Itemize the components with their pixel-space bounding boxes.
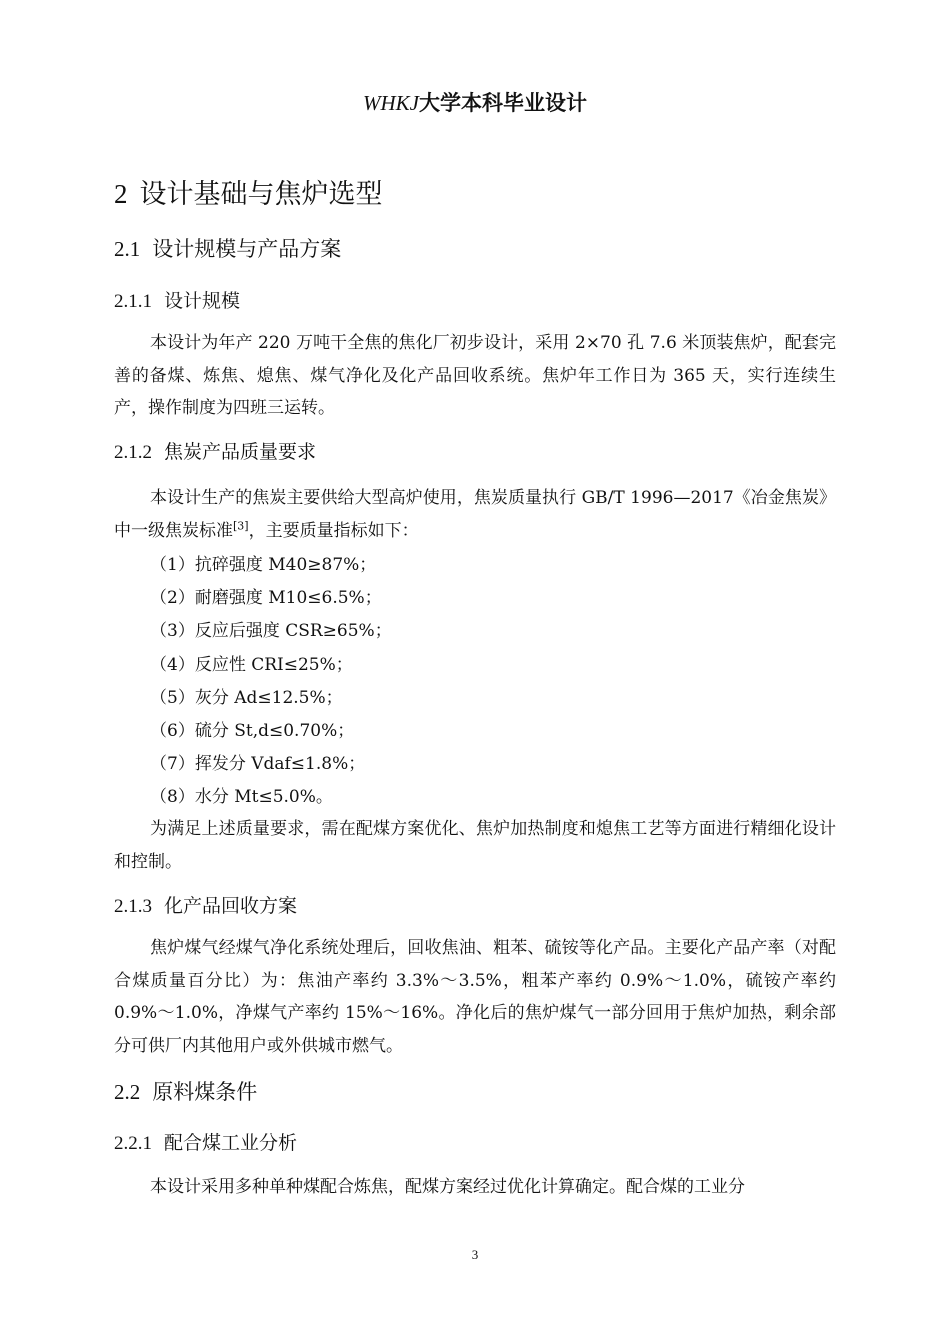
section-number: 2.1.2 bbox=[114, 442, 152, 463]
chapter-title bbox=[114, 174, 383, 215]
list-item: （8）水分 Mt≤5.0%。 bbox=[150, 787, 333, 808]
coke-quality-paragraph bbox=[114, 482, 836, 547]
section-2-1-2-heading bbox=[114, 437, 316, 468]
section-title: 原料煤条件 bbox=[152, 1080, 258, 1104]
quality-closing-paragraph: 为满足上述质量要求，需在配煤方案优化、焦炉加热制度和熄焦工艺等方面进行精细化设计和控制。 bbox=[114, 819, 836, 872]
list-item: （7）挥发分 Vdaf≤1.8%； bbox=[150, 754, 366, 775]
section-title: 设计规模 bbox=[164, 290, 241, 312]
section-number: 2.2 bbox=[114, 1080, 141, 1104]
running-header bbox=[0, 88, 950, 118]
section-2-2-heading bbox=[114, 1076, 257, 1108]
section-2-1-1-heading bbox=[114, 286, 240, 317]
list-item: （2）耐磨强度 M10≤6.5%； bbox=[150, 588, 382, 609]
quality-index-list bbox=[114, 549, 836, 815]
byproduct-recovery-paragraph: 焦炉煤气经煤气净化系统处理后，回收焦油、粗苯、硫铵等化产品。主要化产品产率（对配合煤质量百分比）为：焦油产率约 3.3%～3.5%，粗苯产率约 0.9%～1.0%，硫铵产率约 0.9%～1.0%，净煤气产率约 15%～16%。净化后的焦炉煤气一部分回用于焦炉加热，剩余部分可供厂内其他用户或外供城市燃气。 bbox=[114, 938, 836, 1056]
section-2-1-heading bbox=[114, 233, 341, 265]
running-header-text: 大学本科毕业设计 bbox=[419, 90, 587, 115]
list-item: （1）抗碎强度 M40≥87%； bbox=[150, 555, 377, 575]
chapter-number: 2 bbox=[114, 179, 128, 209]
reference-marker: [3] bbox=[233, 518, 249, 532]
list-item: （4）反应性 CRI≤25%； bbox=[150, 654, 353, 675]
section-title: 焦炭产品质量要求 bbox=[164, 441, 317, 463]
running-header-latin: WHKJ bbox=[363, 91, 419, 115]
section-title: 配合煤工业分析 bbox=[164, 1132, 298, 1154]
coke-quality-text: 本设计生产的焦炭主要供给大型高炉使用，焦炭质量执行 GB/T 1996—2017《冶金焦炭》中一级焦炭标准 bbox=[114, 488, 836, 541]
section-number: 2.2.1 bbox=[114, 1133, 152, 1154]
coke-quality-text-end: ，主要质量指标如下： bbox=[248, 520, 419, 541]
chapter-title-text: 设计基础与焦炉选型 bbox=[139, 179, 383, 210]
list-item: （3）反应后强度 CSR≥65%； bbox=[150, 621, 392, 642]
section-title: 设计规模与产品方案 bbox=[152, 237, 342, 261]
list-item: （6）硫分 St,d≤0.70%； bbox=[150, 721, 355, 742]
section-number: 2.1.1 bbox=[114, 291, 152, 312]
page-number: 3 bbox=[471, 1247, 479, 1262]
coal-analysis-paragraph: 本设计采用多种单种煤配合炼焦，配煤方案经过优化计算确定。配合煤的工业分 bbox=[150, 1177, 745, 1197]
section-title: 化产品回收方案 bbox=[164, 895, 298, 917]
design-scale-paragraph: 本设计为年产 220 万吨干全焦的焦化厂初步设计，采用 2×70 孔 7.6 米顶装焦炉，配套完善的备煤、炼焦、熄焦、煤气净化及化产品回收系统。焦炉年工作日为 365 天，实行连续生产，操作制度为四班三运转。 bbox=[114, 333, 836, 418]
list-item: （5）灰分 Ad≤12.5%； bbox=[150, 687, 343, 708]
section-number: 2.1.3 bbox=[114, 896, 152, 917]
section-2-2-1-heading bbox=[114, 1128, 297, 1159]
section-2-1-3-heading bbox=[114, 891, 297, 922]
section-number: 2.1 bbox=[114, 237, 141, 261]
